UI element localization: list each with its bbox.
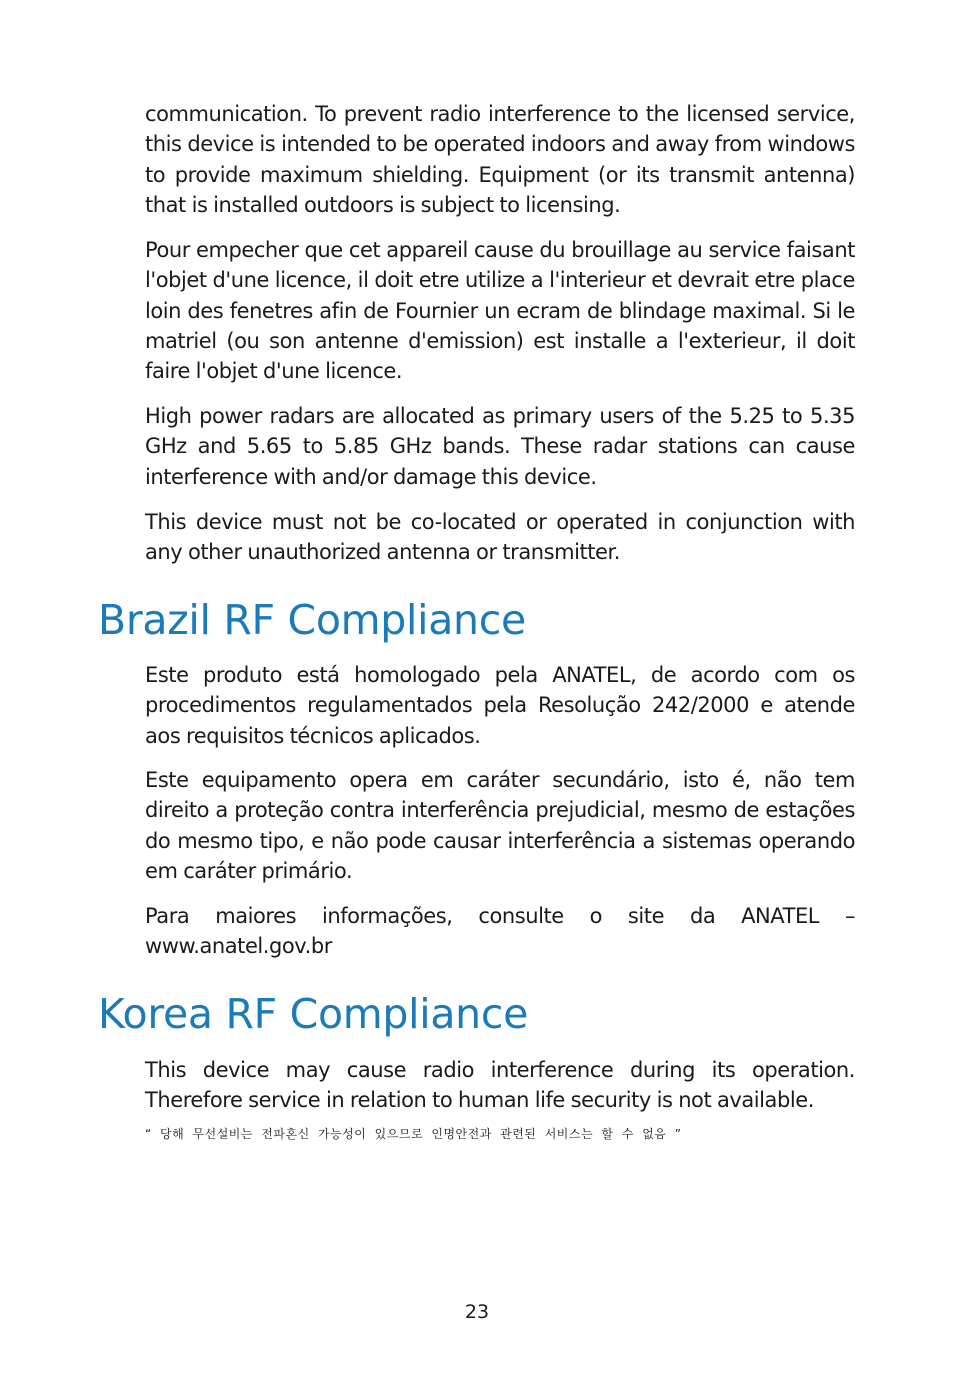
page-number: 23 (464, 1301, 490, 1323)
paragraph-brazil-anatel: Este produto está homologado pela ANATEL, de acordo com os procedimentos regulamentados pela Resolução 242/2000 e atende aos requisitos técnicos aplicados. (145, 663, 855, 748)
paragraph-french-licensing: Pour empecher que cet appareil cause du brouillage au service faisant l'objet d'une licence, il doit etre utilize a l'interieur et devrait etre place loin des fenetres afin de Fournier un ecram de blindage maximal. Si le matriel (ou son antenne d'emission) est installe a l'exterieur, il doit faire l'objet d'une licence. (145, 238, 855, 384)
paragraph-radar: High power radars are allocated as primary users of the 5.25 to 5.35 GHz and 5.65 to 5.85 GHz bands. These radar stations can cause interference with and/or damage this device. (145, 404, 855, 489)
paragraph-brazil-info: Para maiores informações, consulte o site da ANATEL – www.anatel.gov.br (145, 904, 855, 959)
korean-notice: “ 당해 무선설비는 전파혼신 가능성이 있으므로 인명안전과 관련된 서비스는 할 수 없음 ” (145, 1127, 682, 1141)
paragraph-brazil-secondary: Este equipamento opera em caráter secundário, isto é, não tem direito a proteção contra interferência prejudicial, mesmo de estações do mesmo tipo, e não pode causar interferência a sistemas operando em caráter primário. (145, 768, 855, 883)
heading-korea-rf-compliance: Korea RF Compliance (98, 990, 529, 1038)
paragraph-licensing: communication. To prevent radio interference to the licensed service, this device is intended to be operated indoors and away from windows to provide maximum shielding. Equipment (or its transmit antenna) that is installed outdoors is subject to licensing. (145, 102, 855, 217)
paragraph-korea: This device may cause radio interference during its operation. Therefore service in relation to human life security is not available. (145, 1058, 855, 1113)
heading-brazil-rf-compliance: Brazil RF Compliance (98, 596, 526, 644)
paragraph-co-location: This device must not be co-located or operated in conjunction with any other unauthorized antenna or transmitter. (145, 510, 855, 565)
